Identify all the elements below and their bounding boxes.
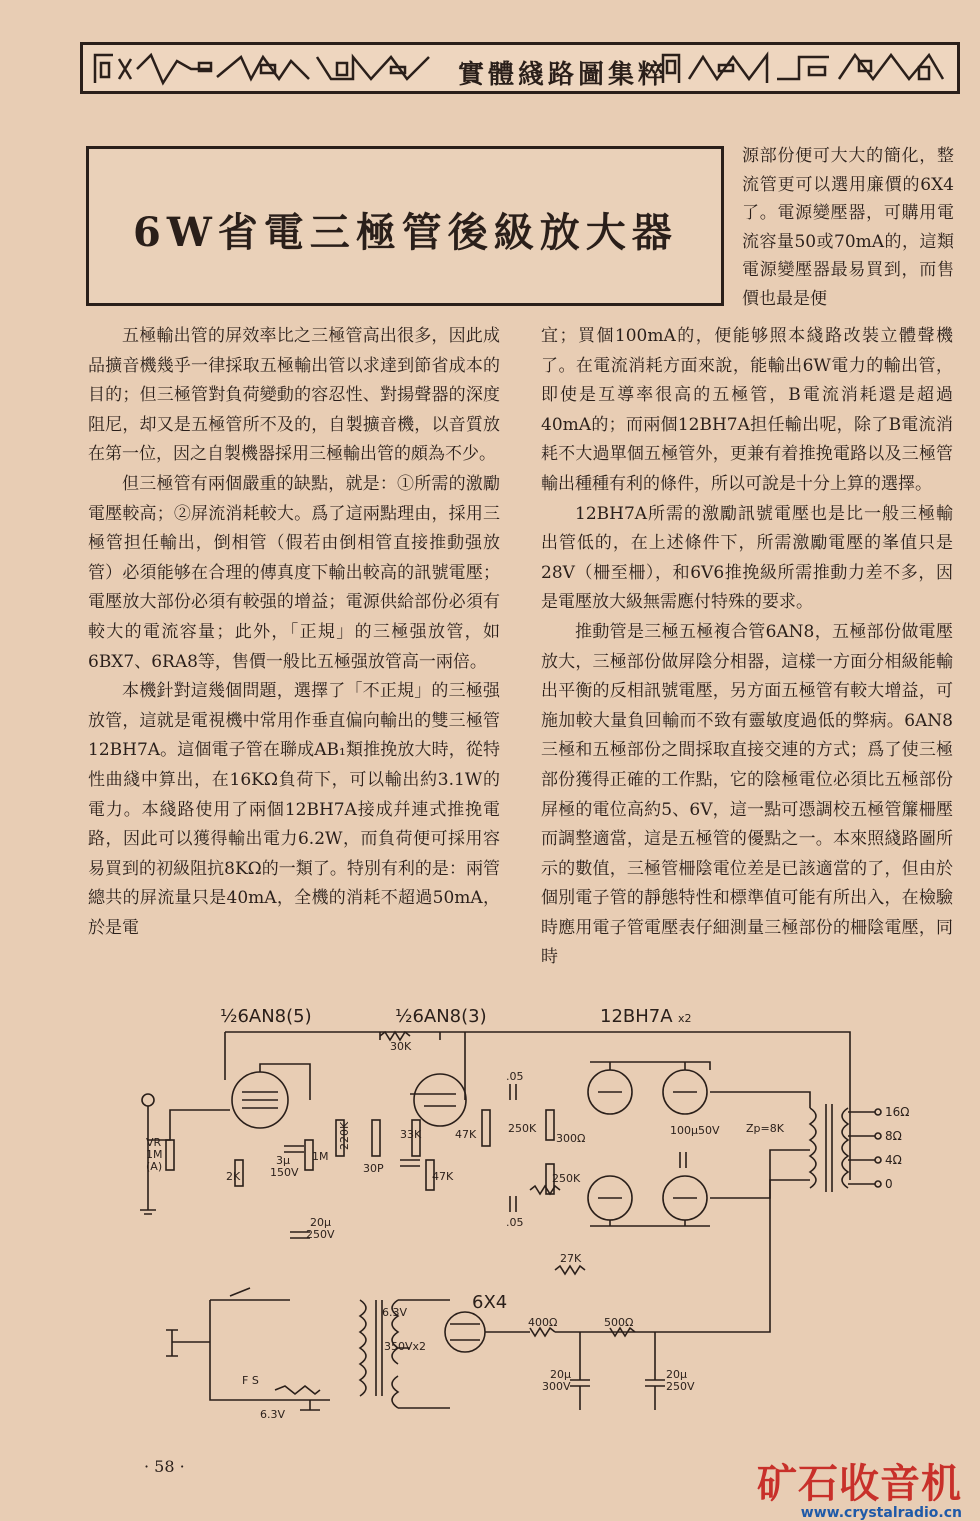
label-v63-a: 6.3V [382, 1306, 408, 1319]
label-r-33k: 33K [400, 1128, 422, 1141]
label-r-250k-a: 250K [508, 1122, 537, 1135]
label-r-300: 300Ω [556, 1132, 586, 1145]
paragraph: 本機針對這幾個問題，選擇了「不正規」的三極强放管，這就是電視機中常用作垂直偏向輸出的雙三極管12BH7A。這個電子管在聯成AB₁類推挽放大時，從特性曲綫中算出，在16KΩ負荷下，可以輸出約3.1W的電力。本綫路使用了兩個12BH7A接成幷連式推挽電路，因此可以獲得輸出電力6.2W，而負荷便可採用容易買到的初級阻抗8KΩ的一類了。特別有利的是：兩管總共的屏流量只是40mA，全機的消耗不超過50mA，於是電 [88, 681, 500, 938]
paragraph: 12BH7A所需的激勵訊號電壓也是比一般三極輸出管低的，在上述條件下，所需激勵電壓的峯值只是28V（柵至柵），和6V6推挽級所需推動力差不多，因是電壓放大級無需應付特殊的要求。 [541, 503, 953, 613]
label-vr-type: (A) [146, 1160, 163, 1173]
banner-title: 實體綫路圖集粹 [458, 60, 669, 90]
label-c-3u-voltage: 150V [270, 1166, 299, 1179]
label-c-20u-c-voltage: 250V [666, 1380, 695, 1393]
label-c-100u: 100μ50V [670, 1124, 720, 1137]
paragraph: 但三極管有兩個嚴重的缺點，就是：①所需的激勵電壓較高；②屏流消耗較大。爲了這兩點理由，採用三極管担任輸出，倒相管（假若由倒相管直接推動强放管）必須能够在合理的傳真度下輸出較高的訊號電壓；電壓放大部份必須有較强的增益；電源供給部份必須有較大的電流容量；此外，「正規」的三極强放管，如6BX7、6RA8等，售價一般比五極强放管高一兩倍。 [88, 473, 500, 672]
label-vr-value: 1M [146, 1148, 163, 1161]
label-tap-4: 4Ω [885, 1153, 902, 1167]
label-c-20u-a: 20μ [310, 1216, 331, 1229]
label-fs: F S [242, 1374, 259, 1387]
circuit-schematic [110, 1000, 950, 1430]
paragraph: 源部份便可大大的簡化，整流管更可以選用廉價的6X4了。電源變壓器，可購用電流容量50或70mA的，這類電源變壓器最易買到，而售價也最是便 [742, 146, 954, 309]
label-v350: 350Vx2 [384, 1340, 427, 1353]
label-rect: 6X4 [472, 1292, 508, 1313]
label-tap-16: 16Ω [885, 1105, 910, 1119]
label-r-1m: 1M [312, 1150, 329, 1163]
label-r-47k-a: 47K [455, 1128, 477, 1141]
label-tube1: ½6AN8(5) [220, 1006, 312, 1027]
label-c-20u-a-voltage: 250V [306, 1228, 335, 1241]
text-column-left [88, 322, 500, 943]
section-banner [80, 42, 960, 94]
label-r-2k: 2K [226, 1170, 241, 1183]
label-tube2: ½6AN8(3) [395, 1006, 487, 1027]
label-tap-0: 0 [885, 1177, 893, 1191]
article-title: 6W省電三極管後級放大器 [133, 209, 678, 256]
label-c-20u-c: 20μ [666, 1368, 687, 1381]
label-r-30k: 30K [390, 1040, 412, 1053]
label-c-05-a: .05 [506, 1070, 524, 1083]
banner-circuit-decoration-right [659, 49, 949, 87]
watermark-url: www.crystalradio.cn [800, 1505, 962, 1521]
label-tube3-count: x2 [678, 1012, 692, 1025]
label-c-3u: 3μ [276, 1154, 290, 1167]
label-zp: Zp=8K [746, 1122, 784, 1135]
article-title-box [86, 146, 724, 306]
label-r-47k-b: 47K [432, 1170, 454, 1183]
label-c-30p: 30P [363, 1162, 384, 1175]
text-column-right-top [742, 142, 954, 313]
label-r-400: 400Ω [528, 1316, 558, 1329]
label-r-500: 500Ω [604, 1316, 634, 1329]
label-c-20u-b-voltage: 300V [542, 1380, 571, 1393]
label-vr: VR [146, 1136, 162, 1149]
paragraph: 宜；買個100mA的，便能够照本綫路改裝立體聲機了。在電流消耗方面來說，能輸出6W電力的輸出管，即使是互導率很高的五極管，B電流消耗還是超過40mA的；而兩個12BH7A担任輸出呢，除了B電流消耗不大過單個五極管外，更兼有着推挽電路以及三極管輸出種種有利的條件，所以可說是十分上算的選擇。 [541, 326, 953, 494]
label-c-20u-b: 20μ [550, 1368, 571, 1381]
watermark [757, 1452, 962, 1521]
label-tube3: 12BH7A [600, 1006, 673, 1027]
label-r-220k: 220K [338, 1121, 351, 1150]
label-r-250k-b: 250K [552, 1172, 581, 1185]
label-v63-b: 6.3V [260, 1408, 286, 1421]
page-number: · 58 · [144, 1457, 185, 1476]
watermark-logo-text: 矿石收音机 [757, 1461, 962, 1507]
paragraph: 推動管是三極五極複合管6AN8，五極部份做電壓放大，三極部份做屏陰分相器，這樣一方面分相級能輸出平衡的反相訊號電壓，另方面五極管有較大增益，可施加較大量負回輸而不致有靈敏度過低的弊病。6AN8三極和五極部份之間採取直接交連的方式；爲了使三極部份獲得正確的工作點，它的陰極電位必須比五極部份屏極的電位高約5、6V，這一點可憑調校五極管簾柵壓而調整適當，這是五極管的優點之一。本來照綫路圖所示的數值，三極管柵陰電位差是已該適當的了，但由於個別電子管的靜態特性和標準值可能有所出入，在檢驗時應用電子管電壓表仔細測量三極部份的柵陰電壓，同時 [541, 621, 953, 968]
text-column-right [541, 322, 953, 973]
label-r-27k: 27K [560, 1252, 582, 1265]
label-c-05-b: .05 [506, 1216, 524, 1229]
paragraph: 五極輸出管的屏效率比之三極管高出很多，因此成品擴音機幾乎一律採取五極輸出管以求達到節省成本的目的；但三極管對負荷變動的容忍性、對揚聲器的深度阻尼，却又是五極管所不及的，自製擴音機，以音質放在第一位，因之自製機器採用三極輸出管的頗為不少。 [88, 326, 500, 465]
label-tap-8: 8Ω [885, 1129, 902, 1143]
banner-circuit-decoration-left [91, 49, 436, 87]
